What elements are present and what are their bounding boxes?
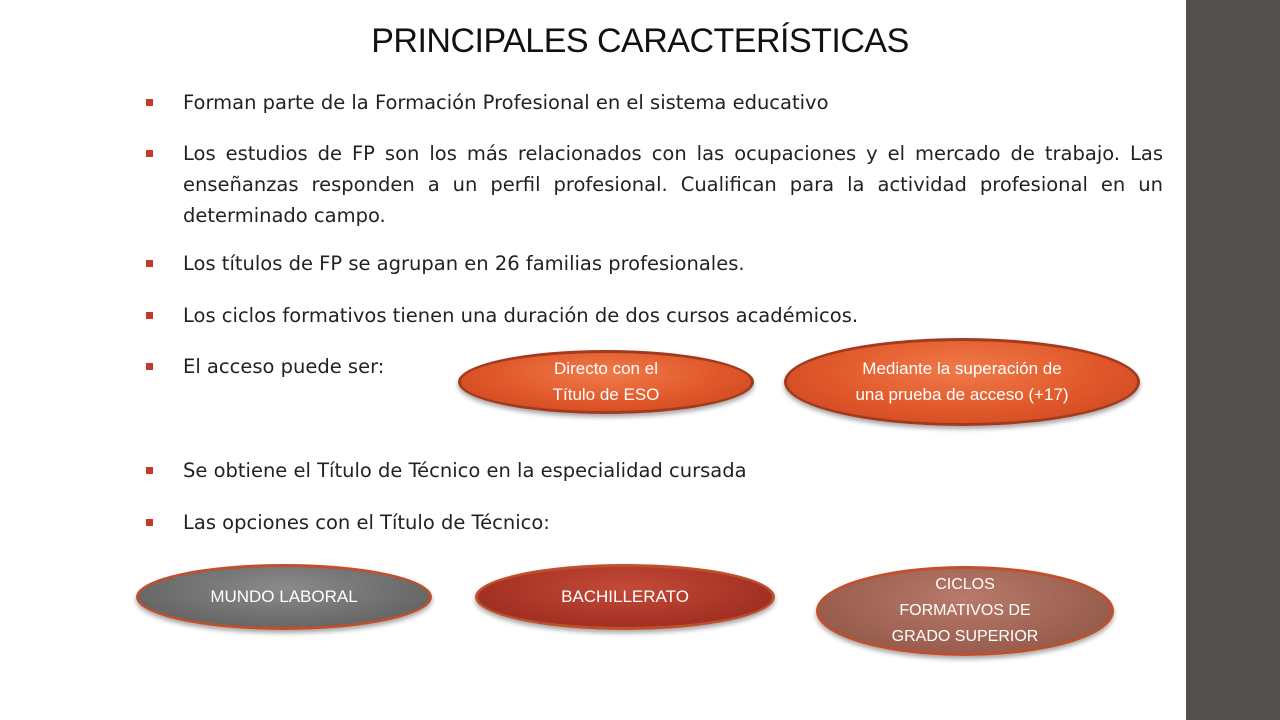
bullet-square-icon [146,467,153,474]
side-decoration-bar [1186,0,1280,720]
option-bachillerato-oval: BACHILLERATO [475,564,775,630]
access-direct-eso-oval: Directo con el Título de ESO [458,350,754,414]
option-labor-market-oval: MUNDO LABORAL [136,564,432,630]
bullet-square-icon [146,260,153,267]
bullet-square-icon [146,519,153,526]
bullet-square-icon [146,150,153,157]
bullet-square-icon [146,312,153,319]
slide-title: PRINCIPALES CARACTERÍSTICAS [371,22,909,60]
access-entrance-test-oval: Mediante la superación de una prueba de acceso (+17) [784,338,1140,426]
bullet-square-icon [146,99,153,106]
bullet-square-icon [146,363,153,370]
option-higher-vocational-oval: CICLOS FORMATIVOS DE GRADO SUPERIOR [816,566,1114,656]
